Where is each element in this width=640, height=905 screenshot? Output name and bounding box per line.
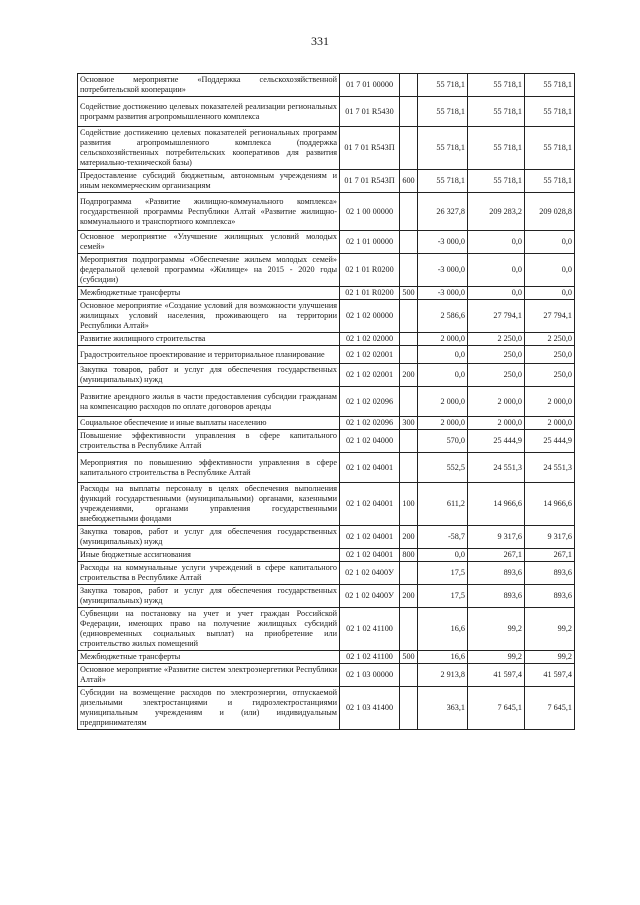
row-amount-year-3: 209 028,8 (525, 193, 575, 231)
row-expense-type: 500 (400, 651, 418, 664)
row-name: Содействие достижению целевых показателей реализации региональных программ развития агропромышленного комплекса (78, 97, 340, 127)
row-expense-type: 200 (400, 526, 418, 549)
row-amount-year-2: 893,6 (468, 585, 525, 608)
row-expense-type: 100 (400, 483, 418, 526)
row-name: Расходы на коммунальные услуги учреждений в сфере капитального строительства в Республике Алтай (78, 562, 340, 585)
row-code: 01 7 01 R543П (340, 127, 400, 170)
row-name: Предоставление субсидий бюджетным, автономным учреждениям и иным некоммерческим организациям (78, 170, 340, 193)
row-amount-year-2: 25 444,9 (468, 430, 525, 453)
row-amount-year-3: 267,1 (525, 549, 575, 562)
row-amount-year-2: 55 718,1 (468, 74, 525, 97)
row-code: 02 1 02 41100 (340, 608, 400, 651)
row-amount-year-3: 55 718,1 (525, 74, 575, 97)
row-expense-type (400, 608, 418, 651)
row-code: 01 7 01 00000 (340, 74, 400, 97)
row-amount-year-3: 250,0 (525, 346, 575, 364)
row-expense-type (400, 333, 418, 346)
row-code: 02 1 02 04001 (340, 483, 400, 526)
table-row (78, 453, 575, 483)
row-expense-type (400, 231, 418, 254)
table-row (78, 346, 575, 364)
row-amount-year-1: 363,1 (418, 687, 468, 730)
row-name: Содействие достижению целевых показателей региональных программ развития агропромышленного комплекса (поддержка сельскохозяйственных потребительских кооперативов для развития материально-технической базы) (78, 127, 340, 170)
row-name: Закупка товаров, работ и услуг для обеспечения государственных (муниципальных) нужд (78, 585, 340, 608)
row-amount-year-2: 24 551,3 (468, 453, 525, 483)
row-amount-year-1: 17,5 (418, 562, 468, 585)
row-expense-type (400, 387, 418, 417)
row-name: Подпрограмма «Развитие жилищно-коммунального комплекса» государственной программы Республики Алтай «Развитие жилищно-коммунального и транспортного комплекса» (78, 193, 340, 231)
table-row (78, 687, 575, 730)
row-expense-type (400, 97, 418, 127)
row-amount-year-3: 24 551,3 (525, 453, 575, 483)
row-amount-year-3: 0,0 (525, 287, 575, 300)
row-amount-year-1: -3 000,0 (418, 254, 468, 287)
row-code: 02 1 02 02001 (340, 364, 400, 387)
row-amount-year-3: 55 718,1 (525, 127, 575, 170)
row-expense-type (400, 430, 418, 453)
row-name: Субвенции на постановку на учет и учет граждан Российской Федерации, имеющих право на получение жилищных субсидий (единовременных социальных выплат) на приобретение или строительство жилых помещений (78, 608, 340, 651)
row-code: 02 1 02 02096 (340, 417, 400, 430)
table-row (78, 170, 575, 193)
row-expense-type (400, 254, 418, 287)
row-name: Закупка товаров, работ и услуг для обеспечения государственных (муниципальных) нужд (78, 364, 340, 387)
table-row (78, 549, 575, 562)
budget-table-body (78, 74, 575, 730)
row-amount-year-2: 893,6 (468, 562, 525, 585)
row-name: Мероприятия подпрограммы «Обеспечение жильем молодых семей» федеральной целевой программы «Жилище» на 2015 - 2020 годы (субсидии) (78, 254, 340, 287)
row-name: Закупка товаров, работ и услуг для обеспечения государственных (муниципальных) нужд (78, 526, 340, 549)
row-code: 02 1 02 0400У (340, 585, 400, 608)
row-amount-year-2: 2 250,0 (468, 333, 525, 346)
budget-table (77, 73, 575, 730)
row-amount-year-3: 2 000,0 (525, 387, 575, 417)
table-row (78, 608, 575, 651)
row-amount-year-2: 55 718,1 (468, 170, 525, 193)
table-row (78, 127, 575, 170)
row-code: 02 1 02 04000 (340, 430, 400, 453)
row-code: 02 1 03 41400 (340, 687, 400, 730)
row-amount-year-1: 16,6 (418, 651, 468, 664)
row-code: 02 1 01 R0200 (340, 254, 400, 287)
row-code: 02 1 02 02001 (340, 346, 400, 364)
row-name: Основное мероприятие «Поддержка сельскохозяйственной потребительской кооперации» (78, 74, 340, 97)
row-amount-year-1: 16,6 (418, 608, 468, 651)
row-amount-year-2: 0,0 (468, 231, 525, 254)
row-expense-type: 800 (400, 549, 418, 562)
table-row (78, 526, 575, 549)
table-row (78, 193, 575, 231)
row-amount-year-2: 99,2 (468, 651, 525, 664)
row-name: Расходы на выплаты персоналу в целях обеспечения выполнения функций государственными (муниципальными) органами, казенными учреждениями, органами управления государственными внебюджетными фондами (78, 483, 340, 526)
row-expense-type: 200 (400, 585, 418, 608)
row-amount-year-3: 99,2 (525, 651, 575, 664)
table-row (78, 254, 575, 287)
row-amount-year-2: 2 000,0 (468, 387, 525, 417)
row-amount-year-2: 0,0 (468, 287, 525, 300)
row-code: 02 1 01 R0200 (340, 287, 400, 300)
row-amount-year-3: 55 718,1 (525, 97, 575, 127)
row-code: 02 1 02 04001 (340, 526, 400, 549)
table-row (78, 97, 575, 127)
row-code: 02 1 02 0400У (340, 562, 400, 585)
row-amount-year-2: 9 317,6 (468, 526, 525, 549)
row-expense-type: 600 (400, 170, 418, 193)
row-amount-year-3: 14 966,6 (525, 483, 575, 526)
row-code: 02 1 02 41100 (340, 651, 400, 664)
row-expense-type (400, 193, 418, 231)
row-amount-year-1: 55 718,1 (418, 74, 468, 97)
table-row (78, 430, 575, 453)
row-amount-year-2: 55 718,1 (468, 127, 525, 170)
table-row (78, 562, 575, 585)
row-name: Социальное обеспечение и иные выплаты населению (78, 417, 340, 430)
row-amount-year-3: 2 000,0 (525, 417, 575, 430)
row-amount-year-3: 55 718,1 (525, 170, 575, 193)
row-amount-year-1: 26 327,8 (418, 193, 468, 231)
table-row (78, 651, 575, 664)
row-amount-year-3: 41 597,4 (525, 664, 575, 687)
row-code: 01 7 01 R5430 (340, 97, 400, 127)
row-name: Основное мероприятие «Развитие систем электроэнергетики Республики Алтай» (78, 664, 340, 687)
row-amount-year-3: 2 250,0 (525, 333, 575, 346)
row-amount-year-3: 27 794,1 (525, 300, 575, 333)
row-name: Субсидии на возмещение расходов по электроэнергии, отпускаемой дизельными электростанциями и гидроэлектростанциями муниципальным учреждениям и (или) индивидуальным предпринимателям (78, 687, 340, 730)
row-amount-year-3: 7 645,1 (525, 687, 575, 730)
row-code: 02 1 02 02000 (340, 333, 400, 346)
row-amount-year-3: 25 444,9 (525, 430, 575, 453)
table-row (78, 483, 575, 526)
row-name: Градостроительное проектирование и территориальное планирование (78, 346, 340, 364)
table-row (78, 387, 575, 417)
row-amount-year-1: 2 913,8 (418, 664, 468, 687)
row-amount-year-2: 0,0 (468, 254, 525, 287)
row-amount-year-3: 893,6 (525, 562, 575, 585)
row-amount-year-1: 0,0 (418, 549, 468, 562)
row-amount-year-1: 55 718,1 (418, 127, 468, 170)
row-amount-year-2: 267,1 (468, 549, 525, 562)
row-amount-year-2: 55 718,1 (468, 97, 525, 127)
row-code: 02 1 02 04001 (340, 549, 400, 562)
row-amount-year-2: 250,0 (468, 346, 525, 364)
table-row (78, 287, 575, 300)
table-row (78, 300, 575, 333)
table-row (78, 231, 575, 254)
row-expense-type (400, 300, 418, 333)
row-amount-year-2: 2 000,0 (468, 417, 525, 430)
row-amount-year-3: 0,0 (525, 254, 575, 287)
table-row (78, 664, 575, 687)
row-code: 02 1 02 04001 (340, 453, 400, 483)
row-expense-type (400, 346, 418, 364)
row-expense-type (400, 687, 418, 730)
table-row (78, 364, 575, 387)
page-number: 331 (311, 34, 329, 48)
row-expense-type (400, 127, 418, 170)
row-name: Развитие жилищного строительства (78, 333, 340, 346)
row-amount-year-2: 99,2 (468, 608, 525, 651)
row-name: Межбюджетные трансферты (78, 651, 340, 664)
row-amount-year-3: 893,6 (525, 585, 575, 608)
row-amount-year-1: 0,0 (418, 364, 468, 387)
row-amount-year-1: 2 000,0 (418, 333, 468, 346)
row-amount-year-2: 41 597,4 (468, 664, 525, 687)
row-expense-type: 500 (400, 287, 418, 300)
row-name: Иные бюджетные ассигнования (78, 549, 340, 562)
row-expense-type: 300 (400, 417, 418, 430)
row-amount-year-1: 2 000,0 (418, 417, 468, 430)
row-amount-year-1: 570,0 (418, 430, 468, 453)
row-amount-year-1: -3 000,0 (418, 231, 468, 254)
row-expense-type (400, 562, 418, 585)
row-amount-year-1: 55 718,1 (418, 97, 468, 127)
table-row (78, 417, 575, 430)
row-amount-year-1: 552,5 (418, 453, 468, 483)
row-code: 02 1 03 00000 (340, 664, 400, 687)
row-amount-year-1: 2 586,6 (418, 300, 468, 333)
row-amount-year-3: 0,0 (525, 231, 575, 254)
row-amount-year-2: 7 645,1 (468, 687, 525, 730)
row-code: 02 1 02 02096 (340, 387, 400, 417)
row-amount-year-1: -58,7 (418, 526, 468, 549)
row-amount-year-2: 209 283,2 (468, 193, 525, 231)
row-code: 01 7 01 R543П (340, 170, 400, 193)
row-amount-year-1: 55 718,1 (418, 170, 468, 193)
row-code: 02 1 00 00000 (340, 193, 400, 231)
table-row (78, 333, 575, 346)
row-name: Развитие арендного жилья в части предоставления субсидии гражданам на компенсацию расходов по оплате договоров аренды (78, 387, 340, 417)
table-row (78, 74, 575, 97)
row-amount-year-1: 17,5 (418, 585, 468, 608)
row-name: Мероприятия по повышению эффективности управления в сфере капитального строительства в Республике Алтай (78, 453, 340, 483)
table-row (78, 585, 575, 608)
row-name: Межбюджетные трансферты (78, 287, 340, 300)
row-amount-year-3: 9 317,6 (525, 526, 575, 549)
row-amount-year-1: 0,0 (418, 346, 468, 364)
row-expense-type (400, 74, 418, 97)
row-code: 02 1 01 00000 (340, 231, 400, 254)
row-expense-type: 200 (400, 364, 418, 387)
row-amount-year-1: 2 000,0 (418, 387, 468, 417)
row-amount-year-2: 250,0 (468, 364, 525, 387)
row-amount-year-1: -3 000,0 (418, 287, 468, 300)
row-name: Основное мероприятие «Создание условий для возможности улучшения жилищных условий населения, проживающего на территории Республики Алтай» (78, 300, 340, 333)
row-expense-type (400, 453, 418, 483)
row-name: Повышение эффективности управления в сфере капитального строительства в Республике Алтай (78, 430, 340, 453)
row-expense-type (400, 664, 418, 687)
row-amount-year-2: 27 794,1 (468, 300, 525, 333)
row-name: Основное мероприятие «Улучшение жилищных условий молодых семей» (78, 231, 340, 254)
row-amount-year-2: 14 966,6 (468, 483, 525, 526)
row-amount-year-3: 250,0 (525, 364, 575, 387)
row-code: 02 1 02 00000 (340, 300, 400, 333)
row-amount-year-1: 611,2 (418, 483, 468, 526)
row-amount-year-3: 99,2 (525, 608, 575, 651)
